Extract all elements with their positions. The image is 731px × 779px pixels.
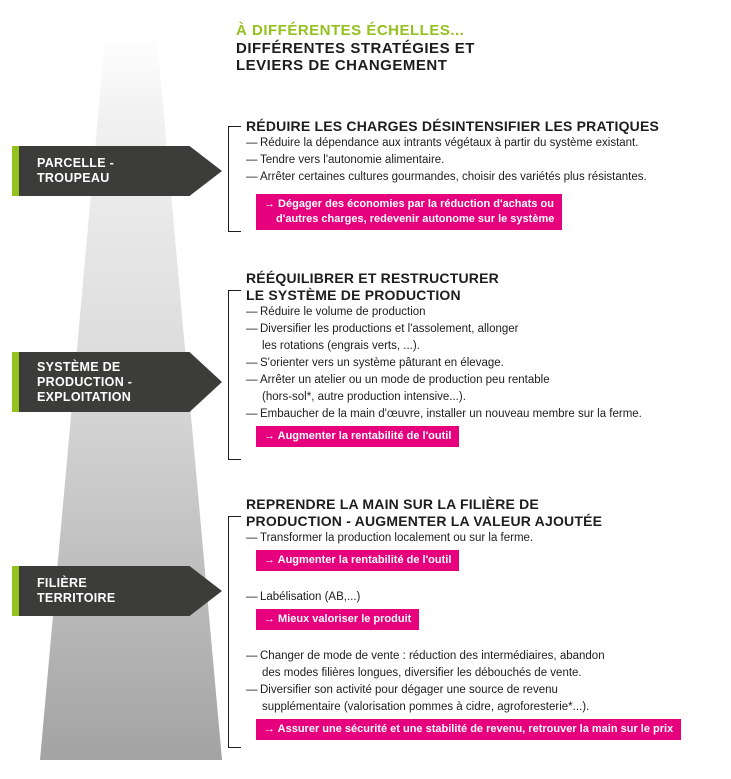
item-text: Arrêter un atelier ou un mode de production peu rentable — [260, 374, 550, 386]
item-text: S'orienter vers un système pâturant en élevage. — [260, 357, 504, 369]
section-reequilibrer — [246, 270, 726, 447]
dash: — — [246, 357, 258, 369]
list-item — [246, 135, 726, 152]
list-item-continuation: supplémentaire (valorisation pommes à cidre, agroforesterie*...). — [262, 701, 590, 713]
dash: — — [246, 171, 258, 183]
dash: — — [246, 306, 258, 318]
list-item-continuation: (hors-sol*, autre production intensive...). — [262, 391, 466, 403]
list-item — [246, 169, 726, 186]
diagram-header — [236, 22, 475, 74]
section-title-line-1: RÉÉQUILIBRER ET RESTRUCTURER — [246, 270, 499, 286]
bracket-filiere — [228, 516, 241, 748]
list-item — [246, 152, 726, 169]
list-item — [246, 589, 726, 606]
bracket-charges — [228, 126, 241, 232]
item-text: Réduire le volume de production — [260, 306, 426, 318]
list-item — [246, 406, 726, 423]
item-text: Changer de mode de vente : réduction des intermédiaires, abandon — [260, 650, 605, 662]
tag-label — [37, 146, 197, 196]
tag-label-line: FILIÈRE — [37, 576, 88, 590]
list-item — [246, 304, 726, 321]
item-text: Transformer la production localement ou sur la ferme. — [260, 532, 534, 544]
dash: — — [246, 650, 258, 662]
item-text: Réduire la dépendance aux intrants végétaux à partir du système existant. — [260, 137, 639, 149]
header-line-3: LEVIERS DE CHANGEMENT — [236, 57, 448, 74]
dash: — — [246, 323, 258, 335]
dash: — — [246, 591, 258, 603]
tag-label-line: TROUPEAU — [37, 171, 110, 185]
result-line: d'autres charges, redevenir autonome sur le système — [276, 213, 555, 225]
item-text: Tendre vers l'autonomie alimentaire. — [260, 154, 445, 166]
list-item — [246, 355, 726, 372]
dash: — — [246, 532, 258, 544]
item-text: Arrêter certaines cultures gourmandes, choisir des variétés plus résistantes. — [260, 171, 647, 183]
tag-label-line: PRODUCTION - — [37, 374, 133, 389]
item-text: Diversifier son activité pour dégager une source de revenu — [260, 684, 558, 696]
tag-label-line: EXPLOITATION — [37, 389, 132, 404]
scale-tag-parcelle — [12, 146, 222, 196]
section-title-line-2: LE SYSTÈME DE PRODUCTION — [246, 287, 461, 303]
dash: — — [246, 137, 258, 149]
result-badge: → Augmenter la rentabilité de l'outil — [256, 550, 459, 571]
tag-accent — [12, 146, 19, 196]
result-line: → Dégager des économies par la réduction d'achats ou — [264, 198, 554, 210]
list-item — [246, 682, 726, 699]
item-text: Diversifier les productions et l'assolement, allonger — [260, 323, 519, 335]
result-badge: → Assurer une sécurité et une stabilité de revenu, retrouver la main sur le prix — [256, 719, 681, 740]
tag-accent — [12, 566, 19, 616]
section-title-line-2: PRODUCTION - AUGMENTER LA VALEUR AJOUTÉE — [246, 513, 603, 529]
list-item — [246, 321, 726, 338]
result-badge — [256, 194, 562, 230]
section-reprendre-main — [246, 496, 726, 740]
item-text: Labélisation (AB,...) — [260, 591, 361, 603]
list-item — [246, 648, 726, 665]
tag-label-line: SYSTÈME DE — [37, 359, 121, 374]
dash: — — [246, 408, 258, 420]
list-item-continuation: des modes filières longues, diversifier les débouchés de vente. — [262, 667, 582, 679]
tag-label-line: PARCELLE - — [37, 156, 115, 170]
list-item — [246, 372, 726, 389]
dash: — — [246, 154, 258, 166]
dash: — — [246, 684, 258, 696]
result-badge: → Mieux valoriser le produit — [256, 609, 419, 630]
scale-tag-filiere — [12, 566, 222, 616]
list-item-continuation: les rotations (engrais verts, ...). — [262, 340, 420, 352]
tag-label — [37, 566, 197, 616]
section-title-line-1: REPRENDRE LA MAIN SUR LA FILIÈRE DE — [246, 496, 539, 512]
header-line-2: DIFFÉRENTES STRATÉGIES ET — [236, 40, 475, 57]
dash: — — [246, 374, 258, 386]
section-title: RÉDUIRE LES CHARGES DÉSINTENSIFIER LES PRATIQUES — [246, 118, 660, 134]
result-badge: → Augmenter la rentabilité de l'outil — [256, 426, 459, 447]
scale-tag-systeme — [12, 352, 222, 412]
section-reduire-charges — [246, 118, 726, 230]
tag-label — [37, 352, 197, 412]
item-text: Embaucher de la main d'œuvre, installer un nouveau membre sur la ferme. — [260, 408, 642, 420]
header-line-1: À DIFFÉRENTES ÉCHELLES... — [236, 22, 465, 39]
tag-accent — [12, 352, 19, 412]
bracket-systeme — [228, 290, 241, 460]
list-item — [246, 530, 726, 547]
tag-label-line: TERRITOIRE — [37, 591, 116, 605]
